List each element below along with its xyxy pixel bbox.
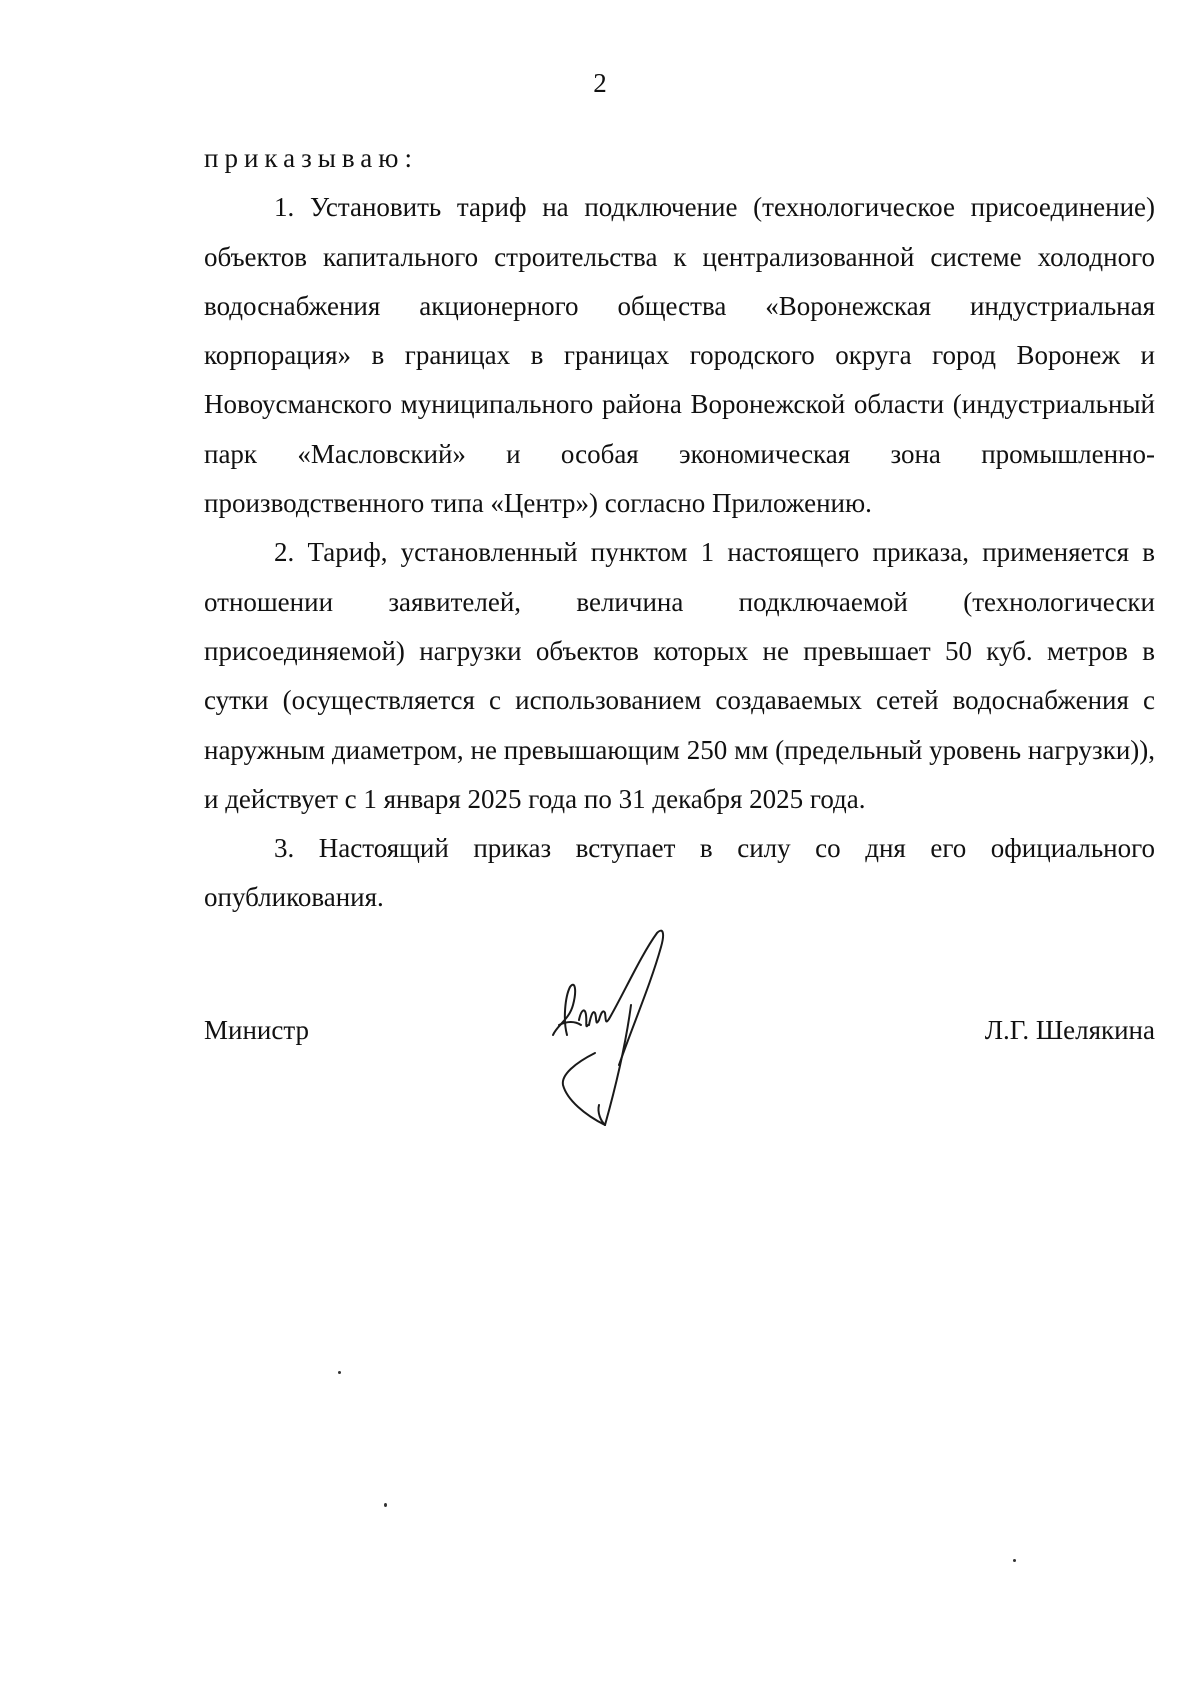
- paragraph-3: 3. Настоящий приказ вступает в силу со дня его официального опубликования.: [204, 833, 1155, 913]
- paragraph-1: 1. Установить тариф на подключение (технологическое присоединение) объектов капитального строительства к централизованной системе холодного водоснабжения акционерного общества «Воронежская индустриальная корпорация» в границах в границах городского округа город Воронеж и Новоусманского муниципального района Воронежской области (индустриальный парк «Масловский» и особая экономическая зона промышленно-производственного типа «Центр») согласно Приложению.: [204, 192, 1155, 519]
- scan-speck: [338, 1371, 341, 1374]
- signatory-title: Министр: [204, 1015, 309, 1045]
- scan-speck: [384, 1503, 387, 1507]
- document-body: [204, 134, 1155, 923]
- paragraph-2: 2. Тариф, установленный пунктом 1 настоящего приказа, применяется в отношении заявителей, величина подключаемой (технологически присоединяемой) нагрузки объектов которых не превышает 50 куб. метров в сутки (осуществляется с использованием создаваемых сетей водоснабжения с наружным диаметром, не превышающим 250 мм (предельный уровень нагрузки)), и действует с 1 января 2025 года по 31 декабря 2025 года.: [204, 537, 1155, 814]
- signatory-name: Л.Г. Шелякина: [984, 1015, 1155, 1045]
- scan-speck: [1013, 1559, 1016, 1562]
- handwritten-signature: [545, 925, 695, 1135]
- order-lead-word: приказываю:: [204, 143, 418, 173]
- page-number: 2: [593, 68, 607, 98]
